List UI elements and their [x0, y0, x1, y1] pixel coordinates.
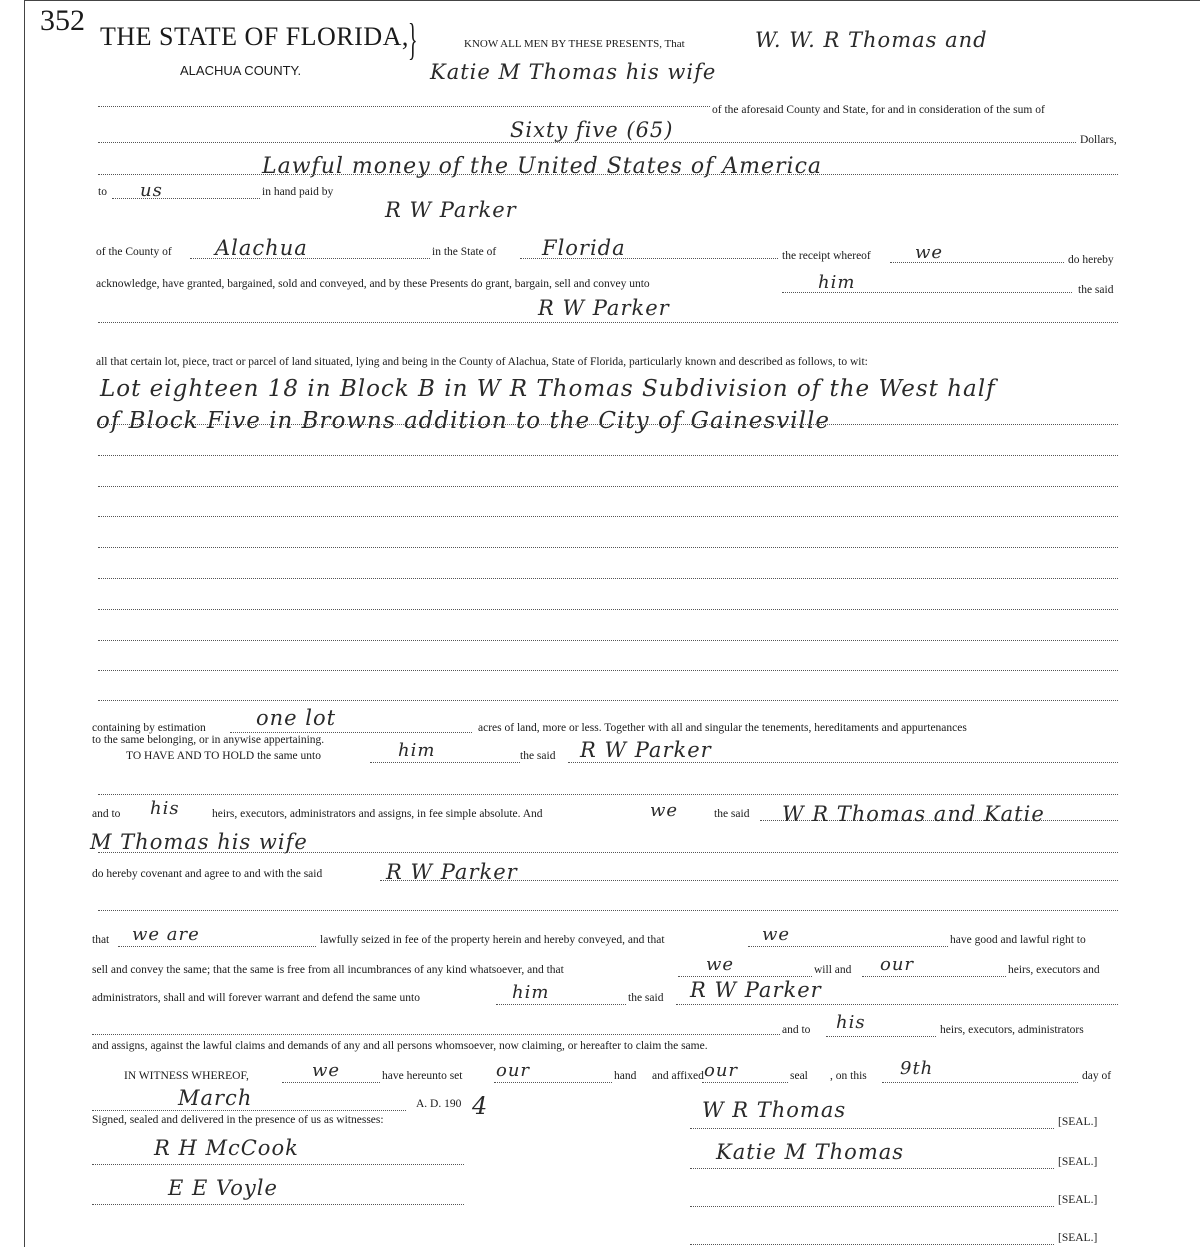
unto-name: R W Parker — [580, 738, 712, 762]
affixed-our: our — [704, 1060, 739, 1081]
receipt-who: we — [915, 242, 944, 263]
the-said-2: the said — [520, 750, 556, 762]
set-our: our — [496, 1060, 531, 1081]
do-hereby: do hereby — [1068, 254, 1114, 266]
defend-unto: him — [512, 982, 550, 1003]
signed-sealed: Signed, sealed and delivered in the presence of us as witnesses: — [92, 1114, 384, 1126]
rule — [690, 1168, 1054, 1169]
year-digit: 4 — [472, 1092, 489, 1120]
acres-text: acres of land, more or less. Together with all and singular the tenements, hereditaments and appurtenances — [478, 722, 967, 734]
in-witness: IN WITNESS WHEREOF, — [124, 1070, 249, 1082]
witness-who: we — [312, 1060, 341, 1081]
his-1: his — [150, 798, 180, 819]
rule — [496, 1004, 626, 1005]
lawful-money: Lawful money of the United States of America — [262, 154, 823, 179]
rule — [98, 670, 1118, 671]
rule — [118, 946, 316, 947]
day-of: day of — [1082, 1070, 1112, 1082]
and-that-who: we — [762, 924, 791, 945]
the-said-3: the said — [714, 808, 750, 820]
rule — [282, 1082, 380, 1083]
rule — [370, 762, 520, 763]
heirs-exec-text: heirs, executors, administrators and assigns, in fee simple absolute. And — [212, 808, 543, 820]
rule — [98, 794, 1118, 795]
rule — [98, 486, 1118, 487]
convey-unto: him — [818, 272, 856, 293]
rule — [92, 1110, 406, 1111]
same-belonging: to the same belonging, or in anywise appertaining. — [92, 734, 325, 746]
covenant-text: do hereby covenant and agree to and with the said — [92, 868, 323, 880]
signature-1: W R Thomas — [702, 1098, 847, 1122]
lawfully-text: lawfully seized in fee of the property herein and hereby conveyed, and that — [320, 934, 665, 946]
page-number: 352 — [40, 4, 85, 37]
rule — [92, 1034, 780, 1035]
rule — [702, 1082, 788, 1083]
covenant-with: R W Parker — [386, 860, 518, 884]
witness-signature-1: R H McCook — [154, 1136, 299, 1160]
grantee-name: R W Parker — [538, 296, 670, 320]
seal-tag-2: [SEAL.] — [1058, 1156, 1098, 1168]
rule — [826, 1036, 936, 1037]
rule — [98, 455, 1118, 456]
paid-by-name: R W Parker — [385, 198, 517, 222]
to-have-text: TO HAVE AND TO HOLD the same unto — [126, 750, 321, 762]
rule — [882, 1082, 1078, 1083]
and-to-2: and to — [782, 1024, 811, 1036]
will-who: we — [706, 954, 735, 975]
rule — [98, 609, 1118, 610]
on-this: , on this — [830, 1070, 867, 1082]
his-2: his — [836, 1012, 866, 1033]
state-of-label: in the State of — [432, 246, 497, 258]
heirs-exec-and: heirs, executors and — [1008, 964, 1100, 976]
rule — [748, 946, 948, 947]
the-said-4: the said — [628, 992, 664, 1004]
that-who: we are — [132, 924, 200, 945]
county-name: Alachua — [215, 236, 308, 260]
rule — [98, 640, 1118, 641]
good-right-text: have good and lawful right to — [950, 934, 1086, 946]
dollars-label: Dollars, — [1080, 134, 1117, 146]
rule — [98, 322, 1118, 323]
ad-label: A. D. 190 — [416, 1098, 462, 1110]
seal-tag-4: [SEAL.] — [1058, 1232, 1098, 1244]
rule — [98, 547, 1118, 548]
and-affixed: and affixed — [652, 1070, 704, 1082]
containing-label: containing by estimation — [92, 722, 206, 734]
receipt-label: the receipt whereof — [782, 250, 871, 262]
witness-signature-2: E E Voyle — [168, 1176, 278, 1200]
rule — [98, 852, 1118, 853]
sell-convey-text: sell and convey the same; that the same is free from all incumbrances of any kind whatsoever, and that — [92, 964, 564, 976]
brace: } — [408, 15, 418, 64]
rule — [230, 732, 472, 733]
day-num: 9th — [900, 1058, 934, 1079]
rule — [92, 1204, 464, 1205]
rule — [676, 1004, 1118, 1005]
rule — [678, 976, 812, 977]
and-to-label: and to — [92, 808, 121, 820]
acknowledge-text: acknowledge, have granted, bargained, sold and conveyed, and by these Presents do grant, bargain, sell and convey unto — [96, 278, 650, 290]
grantors-line-2: Katie M Thomas his wife — [430, 60, 717, 84]
will-and: will and — [814, 964, 852, 976]
rule — [98, 910, 1118, 911]
rule — [494, 1082, 612, 1083]
state-title: THE STATE OF FLORIDA, — [100, 22, 409, 51]
seal-tag-3: [SEAL.] — [1058, 1194, 1098, 1206]
unto-who: him — [398, 740, 436, 761]
said-names-1: W R Thomas and Katie — [782, 802, 1045, 826]
top-border — [24, 0, 1200, 1]
rule — [98, 516, 1118, 517]
month: March — [178, 1086, 253, 1110]
amount-words: Sixty five (65) — [510, 118, 674, 142]
hand-paid-by: in hand paid by — [262, 186, 334, 198]
rule — [862, 976, 1006, 977]
know-all-men: KNOW ALL MEN BY THESE PRESENTS, That — [464, 38, 685, 50]
seal-label: seal — [790, 1070, 808, 1082]
aforesaid-text: of the aforesaid County and State, for and in consideration of the sum of — [712, 104, 1045, 116]
rule — [690, 1244, 1054, 1245]
to-whom: us — [140, 180, 163, 201]
all-that-text: all that certain lot, piece, tract or parcel of land situated, lying and being in the County of Alachua, State of Florida, particularly known and described as follows, to wit: — [96, 356, 868, 368]
to-label: to — [98, 186, 107, 198]
rule — [690, 1206, 1054, 1207]
rule — [98, 424, 1118, 425]
estimation-value: one lot — [256, 706, 337, 730]
signature-2: Katie M Thomas — [716, 1140, 905, 1164]
rule — [98, 106, 710, 107]
rule — [690, 1128, 1054, 1129]
seal-tag-1: [SEAL.] — [1058, 1116, 1098, 1128]
state-name: Florida — [542, 236, 626, 260]
have-hereunto: have hereunto set — [382, 1070, 463, 1082]
rule — [98, 142, 1076, 143]
legal-line-1: Lot eighteen 18 in Block B in W R Thomas Subdivision of the West half — [100, 376, 996, 402]
county-title: ALACHUA COUNTY. — [180, 63, 302, 78]
rule — [112, 198, 260, 199]
hand-label: hand — [614, 1070, 637, 1082]
defend-name: R W Parker — [690, 978, 822, 1002]
administrators-text: administrators, shall and will forever warrant and defend the same unto — [92, 992, 420, 1004]
heirs-exec-admin: heirs, executors, administrators — [940, 1024, 1084, 1036]
said-names-2: M Thomas his wife — [90, 830, 308, 854]
grantors-line-1: W. W. R Thomas and — [755, 28, 988, 52]
left-border — [24, 0, 25, 1247]
rule — [92, 1164, 464, 1165]
assigns-text: and assigns, against the lawful claims and demands of any and all persons whomsoever, now claiming, or hereafter to claim the same. — [92, 1040, 708, 1052]
our-1: our — [880, 954, 915, 975]
rule — [98, 174, 1118, 175]
rule — [98, 700, 1118, 701]
rule — [98, 578, 1118, 579]
rule — [568, 762, 1118, 763]
the-said-label: the said — [1078, 284, 1114, 296]
county-of-label: of the County of — [96, 246, 172, 258]
and-who: we — [650, 800, 679, 821]
legal-line-2: of Block Five in Browns addition to the City of Gainesville — [96, 408, 830, 434]
that-label: that — [92, 934, 110, 946]
